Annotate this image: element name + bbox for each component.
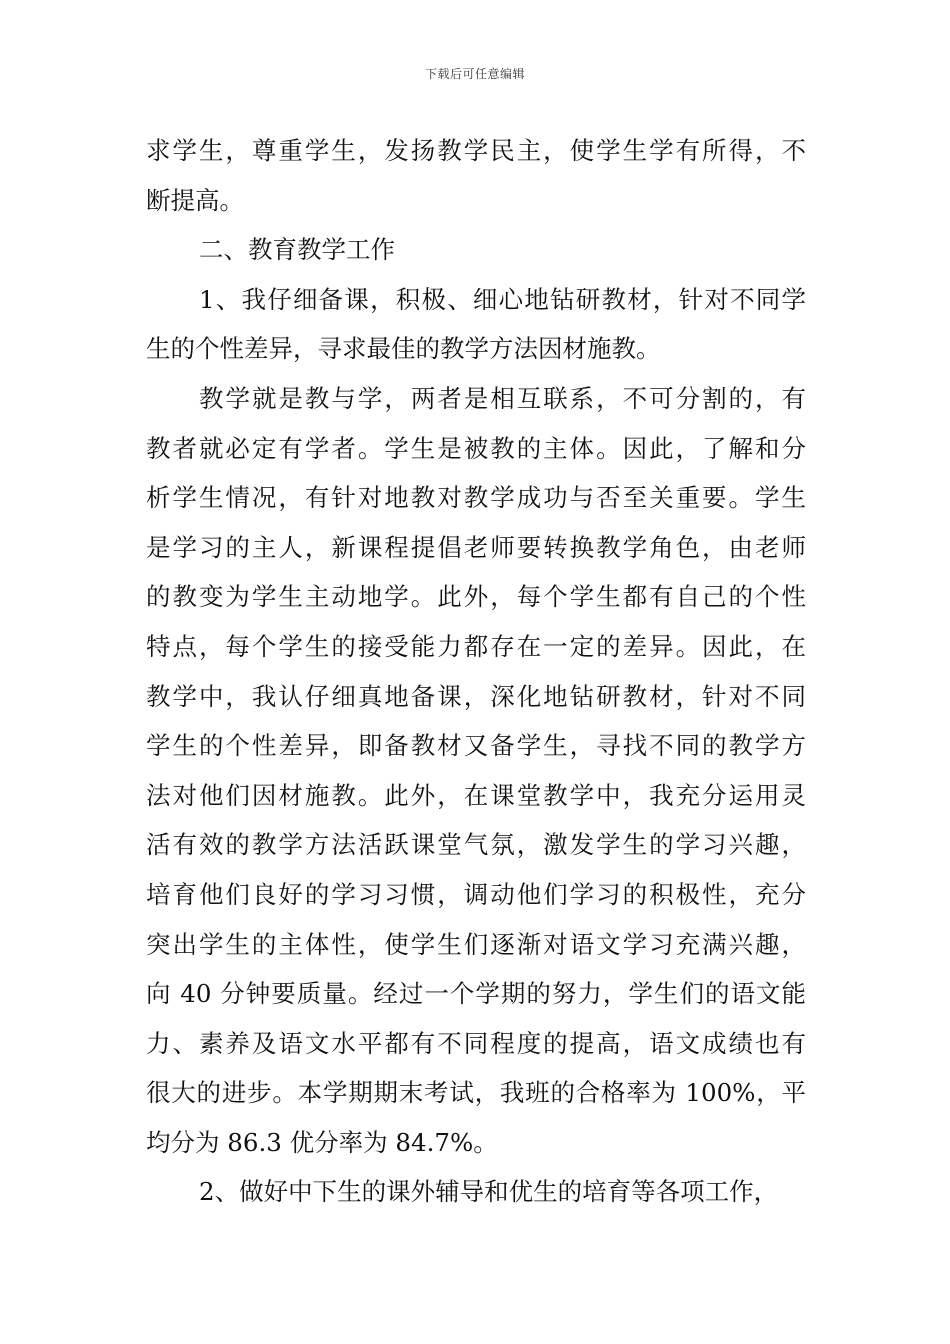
paragraph-line: 均分为 86.3 优分率为 84.7%。 <box>146 1127 498 1157</box>
page-header: 下载后可任意编辑 <box>424 67 525 81</box>
paragraph-line: 向 40 分钟要质量。经过一个学期的努力，学生们的语文能 <box>146 979 806 1009</box>
document-body <box>146 126 806 1217</box>
paragraph-line: 2、做好中下生的课外辅导和优生的培育等各项工作， <box>199 1177 779 1207</box>
paragraph-line: 教学就是教与学，两者是相互联系，不可分割的，有 <box>199 383 806 413</box>
paragraph <box>146 126 806 225</box>
paragraph-line: 析学生情况，有针对地教对教学成功与否至关重要。学生 <box>146 483 806 513</box>
paragraph-line: 教学中，我认仔细真地备课，深化地钻研教材，针对不同 <box>146 681 806 711</box>
paragraph-line: 二、教育教学工作 <box>199 235 395 265</box>
paragraph-line: 教者就必定有学者。学生是被教的主体。因此，了解和分 <box>146 433 806 463</box>
paragraph-line: 生的个性差异，寻求最佳的教学方法因材施教。 <box>146 334 661 364</box>
paragraph <box>146 374 806 1168</box>
paragraph-line: 1、我仔细备课，积极、细心地钻研教材，针对不同学 <box>199 284 806 314</box>
paragraph-line: 求学生，尊重学生，发扬教学民主，使学生学有所得，不 <box>146 136 806 165</box>
paragraph-line: 断提高。 <box>146 185 244 215</box>
paragraph-line: 的教变为学生主动地学。此外，每个学生都有自己的个性 <box>146 582 806 612</box>
paragraph-line: 是学习的主人，新课程提倡老师要转换教学角色，由老师 <box>146 532 806 562</box>
paragraph <box>146 225 806 275</box>
paragraph-line: 力、素养及语文水平都有不同程度的提高，语文成绩也有 <box>146 1028 806 1058</box>
paragraph <box>146 1167 806 1217</box>
paragraph-line: 法对他们因材施教。此外，在课堂教学中，我充分运用灵 <box>146 780 806 810</box>
paragraph-line: 活有效的教学方法活跃课堂气氛，激发学生的学习兴趣， <box>146 830 806 860</box>
paragraph-line: 特点，每个学生的接受能力都存在一定的差异。因此，在 <box>146 631 806 661</box>
paragraph-line: 培育他们良好的学习习惯，调动他们学习的积极性，充分 <box>146 879 806 909</box>
paragraph-line: 很大的进步。本学期期末考试，我班的合格率为 100%，平 <box>146 1078 806 1108</box>
paragraph <box>146 275 806 374</box>
paragraph-line: 突出学生的主体性，使学生们逐渐对语文学习充满兴趣， <box>146 929 806 959</box>
paragraph-line: 学生的个性差异，即备教材又备学生，寻找不同的教学方 <box>146 731 806 761</box>
